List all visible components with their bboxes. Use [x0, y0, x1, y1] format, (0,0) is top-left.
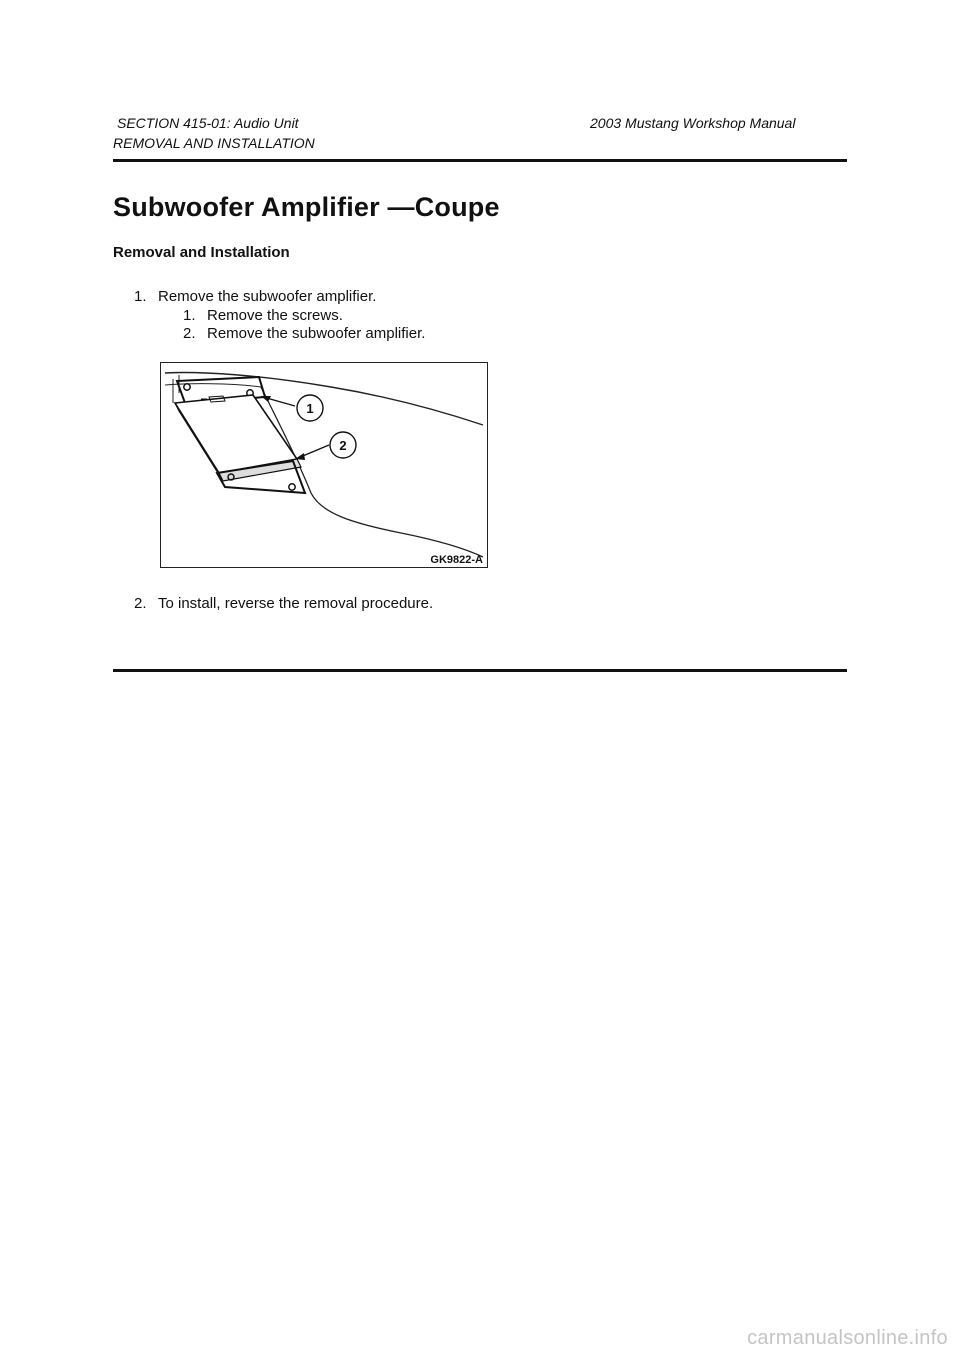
- step-2-number: 2.: [134, 595, 147, 612]
- figure-code: GK9822-A: [430, 554, 483, 566]
- step-2: [134, 595, 433, 612]
- substep-1-1: [183, 307, 343, 324]
- callout-2-label: 2: [339, 438, 347, 453]
- callout-1-label: 1: [306, 401, 314, 416]
- step-1-number: 1.: [134, 288, 147, 305]
- step-2-text: To install, reverse the removal procedure.: [158, 595, 434, 612]
- substep-1-2-number: 2.: [183, 325, 196, 342]
- step-1: [134, 288, 376, 305]
- amplifier-drawing: [161, 363, 487, 567]
- section-subheading: Removal and Installation: [113, 244, 290, 261]
- substep-1-1-number: 1.: [183, 307, 196, 324]
- substep-1-1-text: Remove the screws.: [207, 307, 343, 324]
- substep-1-2: [183, 325, 425, 342]
- watermark-text: carmanualsonline.info: [747, 1327, 948, 1349]
- page-title: Subwoofer Amplifier —Coupe: [113, 192, 500, 222]
- header-divider: [113, 159, 847, 162]
- header-section: SECTION 415-01: Audio Unit: [117, 115, 299, 131]
- header-subsection: REMOVAL AND INSTALLATION: [113, 135, 315, 151]
- step-1-text: Remove the subwoofer amplifier.: [158, 288, 377, 305]
- substep-1-2-text: Remove the subwoofer amplifier.: [207, 325, 426, 342]
- amplifier-illustration: [160, 362, 488, 568]
- header-manual-title: 2003 Mustang Workshop Manual: [590, 115, 796, 131]
- footer-divider: [113, 669, 847, 672]
